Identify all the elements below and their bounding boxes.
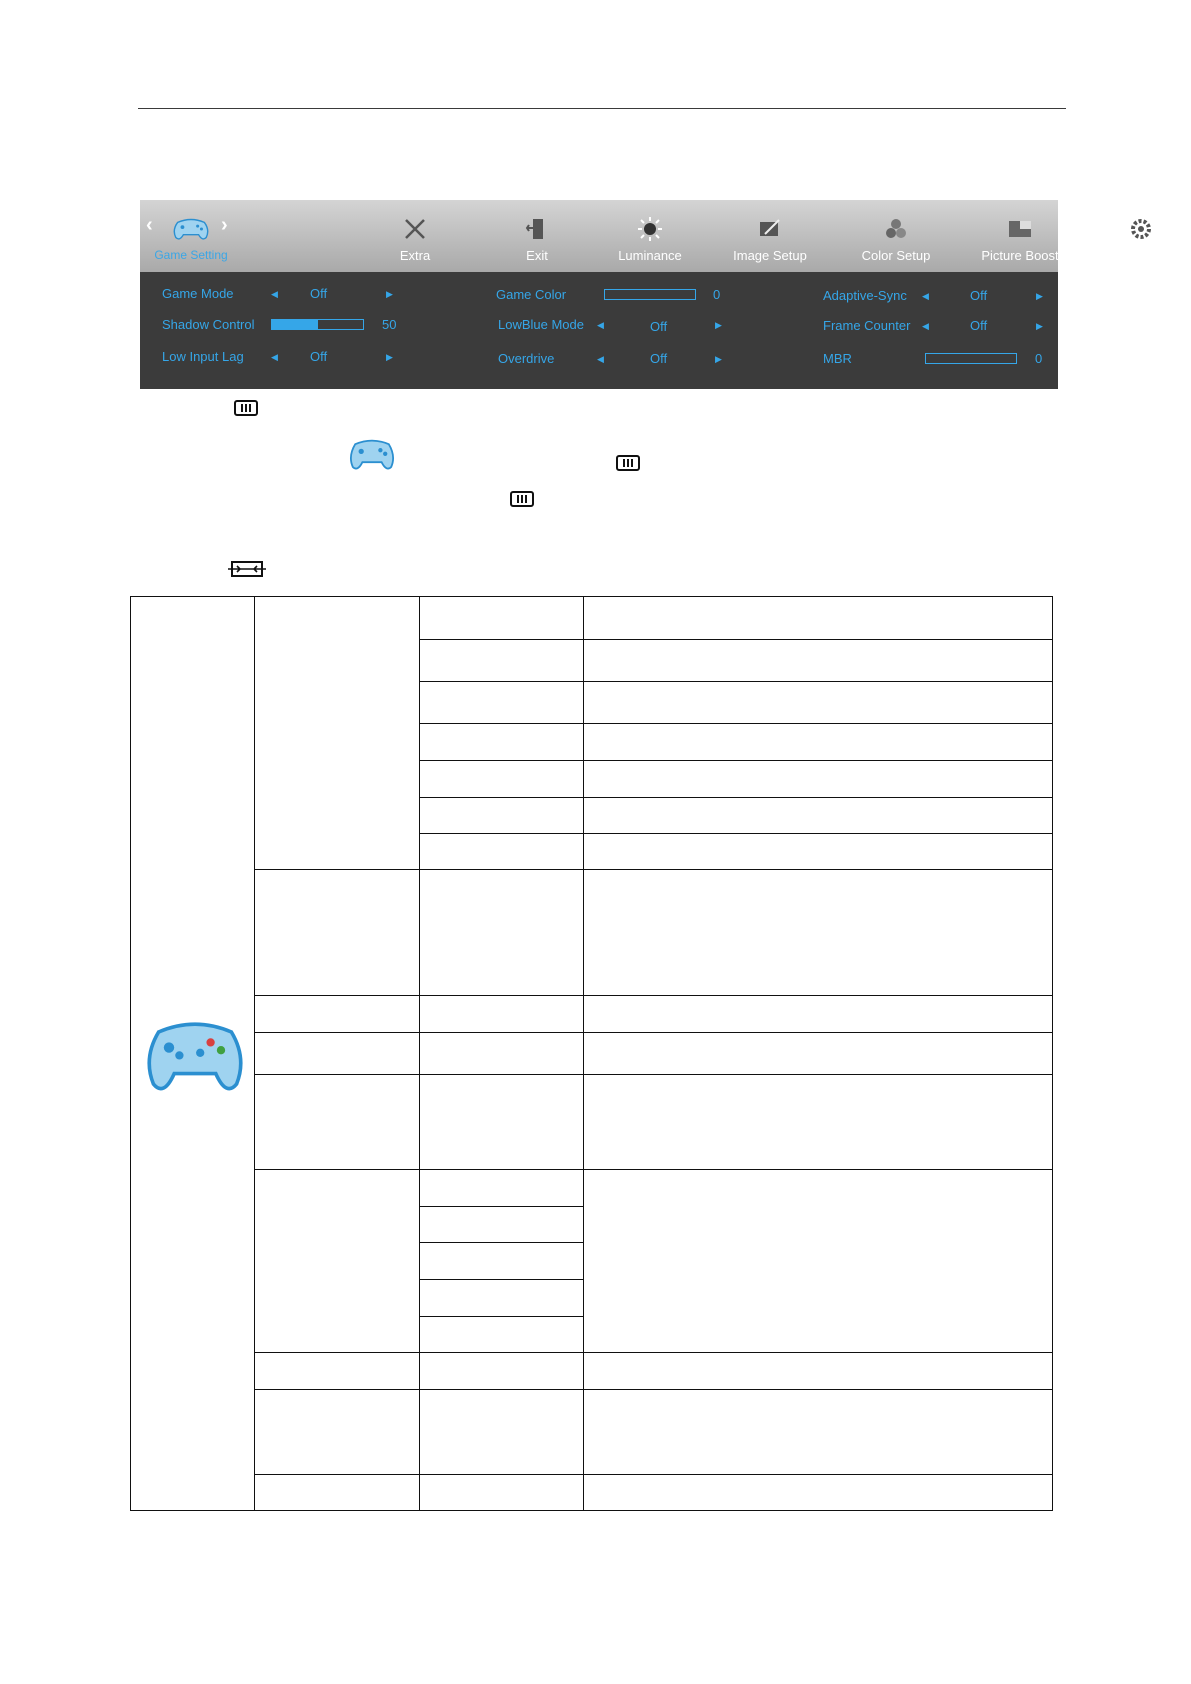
source-button-icon xyxy=(227,559,267,579)
game-color-label[interactable]: Game Color xyxy=(496,287,567,302)
tab-luminance[interactable] xyxy=(605,200,695,272)
table-cell xyxy=(583,1474,1053,1511)
left-arrow-icon[interactable]: ◀ xyxy=(271,352,278,362)
left-arrow-icon[interactable]: ◀ xyxy=(597,320,604,330)
tab-color-setup[interactable] xyxy=(846,200,946,272)
table-cell xyxy=(583,1389,1053,1475)
tab-game-setting[interactable] xyxy=(148,200,234,272)
right-arrow-icon[interactable]: ▶ xyxy=(1036,291,1043,301)
table-cell xyxy=(583,1074,1053,1170)
tab-extra[interactable] xyxy=(380,200,450,272)
table-cell xyxy=(419,681,584,724)
tab-osd-setup[interactable] xyxy=(1096,200,1186,272)
table-cell xyxy=(419,869,584,996)
chevron-right-icon[interactable]: › xyxy=(221,214,228,236)
tab-exit[interactable] xyxy=(512,200,562,272)
osd-options-panel xyxy=(140,272,1058,389)
lowblue-mode-value: Off xyxy=(650,319,668,334)
osd-tab-bar xyxy=(140,200,1174,272)
table-cell xyxy=(583,1352,1053,1390)
overdrive-label[interactable]: Overdrive xyxy=(498,351,555,366)
table-cell xyxy=(419,1474,584,1511)
tab-label: Color Setup xyxy=(861,248,931,263)
table-cell xyxy=(419,596,584,640)
menu-button-icon xyxy=(234,400,258,416)
table-cell xyxy=(254,1474,420,1511)
mbr-label[interactable]: MBR xyxy=(823,351,852,366)
tab-image-setup[interactable] xyxy=(720,200,820,272)
table-cell xyxy=(583,639,1053,682)
tab-label: OSD Setup xyxy=(1108,248,1174,263)
table-cell xyxy=(254,596,420,870)
sun-icon xyxy=(637,216,663,242)
overdrive-value: Off xyxy=(650,351,668,366)
table-cell xyxy=(254,995,420,1033)
tab-label: Extra xyxy=(399,248,431,263)
shadow-control-slider[interactable] xyxy=(271,319,364,330)
table-cell xyxy=(254,1032,420,1075)
table-cell xyxy=(419,1032,584,1075)
low-input-lag-label[interactable]: Low Input Lag xyxy=(162,349,244,364)
image-setup-icon xyxy=(757,216,783,242)
gamepad-icon xyxy=(143,1015,247,1101)
shadow-control-label[interactable]: Shadow Control xyxy=(162,317,255,332)
left-arrow-icon[interactable]: ◀ xyxy=(922,321,929,331)
table-cell xyxy=(254,1352,420,1390)
left-arrow-icon[interactable]: ◀ xyxy=(271,289,278,299)
game-mode-value: Off xyxy=(310,286,328,301)
settings-table xyxy=(130,596,1053,1511)
table-cell xyxy=(419,1316,584,1353)
left-arrow-icon[interactable]: ◀ xyxy=(922,291,929,301)
mbr-value: 0 xyxy=(1035,351,1043,366)
table-cell xyxy=(419,639,584,682)
adaptive-sync-label[interactable]: Adaptive-Sync xyxy=(823,288,907,303)
table-cell xyxy=(419,797,584,834)
right-arrow-icon[interactable]: ▶ xyxy=(715,354,722,364)
table-cell xyxy=(419,833,584,870)
right-arrow-icon[interactable]: ▶ xyxy=(715,320,722,330)
table-cell xyxy=(254,869,420,996)
game-mode-label[interactable]: Game Mode xyxy=(162,286,234,301)
picture-boost-icon xyxy=(1007,216,1033,242)
game-color-slider[interactable] xyxy=(604,289,696,300)
table-cell xyxy=(583,1032,1053,1075)
table-cell xyxy=(583,833,1053,870)
right-arrow-icon[interactable]: ▶ xyxy=(1036,321,1043,331)
gamepad-icon xyxy=(348,435,396,475)
table-cell xyxy=(419,1279,584,1317)
table-cell xyxy=(419,1169,584,1207)
right-arrow-icon[interactable]: ▶ xyxy=(386,289,393,299)
header-rule xyxy=(138,108,1066,109)
mbr-slider[interactable] xyxy=(925,353,1017,364)
tab-label: Game Setting xyxy=(154,248,228,262)
tab-label: Exit xyxy=(526,248,548,263)
tools-icon xyxy=(402,216,428,242)
table-cell xyxy=(419,1074,584,1170)
table-cell xyxy=(419,723,584,761)
table-cell xyxy=(254,1169,420,1353)
table-cell xyxy=(419,995,584,1033)
table-cell-icon-column xyxy=(130,596,255,1511)
color-circles-icon xyxy=(883,216,909,242)
table-cell xyxy=(419,760,584,798)
shadow-control-value: 50 xyxy=(382,317,397,332)
gear-icon xyxy=(1128,216,1154,242)
menu-button-icon xyxy=(510,491,534,507)
tab-label: Picture Boost xyxy=(981,248,1059,263)
tab-picture-boost[interactable] xyxy=(970,200,1070,272)
slider-fill xyxy=(272,320,318,329)
osd-menu xyxy=(140,200,1174,389)
chevron-left-icon[interactable]: ‹ xyxy=(146,214,153,236)
table-cell xyxy=(583,760,1053,798)
right-arrow-icon[interactable]: ▶ xyxy=(386,352,393,362)
table-cell xyxy=(583,869,1053,996)
table-cell xyxy=(419,1352,584,1390)
tab-label: Image Setup xyxy=(733,248,807,263)
table-cell xyxy=(419,1206,584,1243)
tab-label: Luminance xyxy=(618,248,682,263)
table-cell xyxy=(583,995,1053,1033)
table-cell xyxy=(583,1169,1053,1353)
table-cell xyxy=(254,1389,420,1475)
frame-counter-label[interactable]: Frame Counter xyxy=(823,318,911,333)
menu-button-icon xyxy=(616,455,640,471)
game-color-value: 0 xyxy=(713,287,721,302)
left-arrow-icon[interactable]: ◀ xyxy=(597,354,604,364)
exit-door-icon xyxy=(524,216,550,242)
adaptive-sync-value: Off xyxy=(970,288,988,303)
gamepad-icon xyxy=(172,216,210,242)
lowblue-mode-label[interactable]: LowBlue Mode xyxy=(498,317,584,332)
frame-counter-value: Off xyxy=(970,318,988,333)
table-cell xyxy=(419,1389,584,1475)
table-cell xyxy=(254,1074,420,1170)
low-input-lag-value: Off xyxy=(310,349,328,364)
table-cell xyxy=(583,681,1053,724)
table-cell xyxy=(583,723,1053,761)
table-cell xyxy=(583,797,1053,834)
table-cell xyxy=(583,596,1053,640)
table-cell xyxy=(419,1242,584,1280)
